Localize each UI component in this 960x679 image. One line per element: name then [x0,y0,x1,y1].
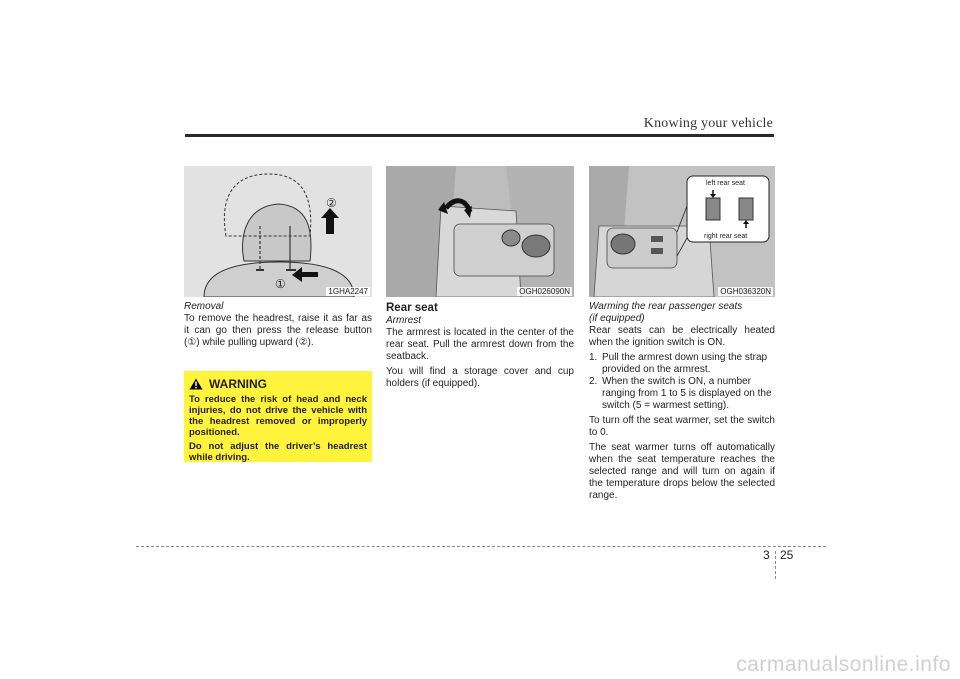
warning-text-2: Do not adjust the driver’s headrest while driving. [189,441,367,463]
running-header-title: Knowing your vehicle [643,116,773,131]
callout-2: ② [326,196,337,210]
seat-warmer-drawing [589,166,775,297]
page-number-divider [775,551,776,579]
header-rule [185,134,774,137]
seat-warmer-text-2: To turn off the seat warmer, set the switch to 0. [589,415,775,438]
column-headrest [184,166,372,462]
armrest-drawing [386,166,574,297]
label-left-rear-seat: left rear seat [706,180,745,187]
step-1-number: 1. [589,352,598,363]
figure-code: OGH026090N [519,287,570,296]
column-rear-seat [386,166,574,390]
step-2 [589,376,775,412]
rear-seat-heading: Rear seat [386,302,438,314]
step-1 [589,352,775,376]
armrest-text-2: You will find a storage cover and cup holders (if equipped). [386,366,574,389]
removal-text: To remove the headrest, raise it as far as it can go then press the release button (①) while pulling upward (②). [184,313,372,348]
footer-rule [136,546,826,547]
figure-code: 1GHA2247 [328,287,368,296]
warning-triangle-icon [189,378,203,390]
warning-title: WARNING [209,377,267,391]
removal-heading: Removal [184,301,224,312]
page-number: 25 [780,548,794,562]
seat-warmer-illustration [589,166,775,297]
seat-warmer-heading-line1: Warming the rear passenger seats [589,301,743,312]
seat-warmer-text-3: The seat warmer turns off automatically when the seat temperature reaches the selected range and will turn on again if the temperature drops below the selected range. [589,442,775,501]
seat-warmer-text-1: Rear seats can be electrically heated when the ignition switch is ON. [589,325,775,348]
figure-code: OGH036320N [720,287,771,296]
armrest-text-1: The armrest is located in the center of the rear seat. Pull the armrest down from the seatback. [386,327,574,362]
headrest-removal-illustration [184,166,372,297]
callout-1: ① [275,277,286,291]
armrest-illustration [386,166,574,297]
step-1-text: Pull the armrest down using the strap provided on the armrest. [602,352,768,375]
label-right-rear-seat: right rear seat [704,233,748,240]
step-2-text: When the switch is ON, a number ranging from 1 to 5 is displayed on the switch (5 = warmest setting). [602,376,772,411]
seat-warmer-heading-line2: (if equipped) [589,313,645,324]
seat-warmer-heading [589,301,775,325]
column-seat-warmer [589,166,775,502]
watermark: carmanualsonline.info [736,653,951,676]
warning-text-1: To reduce the risk of head and neck injuries, do not drive the vehicle with the headrest removed or improperly positioned. [189,394,367,438]
warning-box [184,371,372,462]
step-2-number: 2. [589,376,598,387]
armrest-subheading: Armrest [386,315,421,326]
section-number: 3 [763,548,770,562]
